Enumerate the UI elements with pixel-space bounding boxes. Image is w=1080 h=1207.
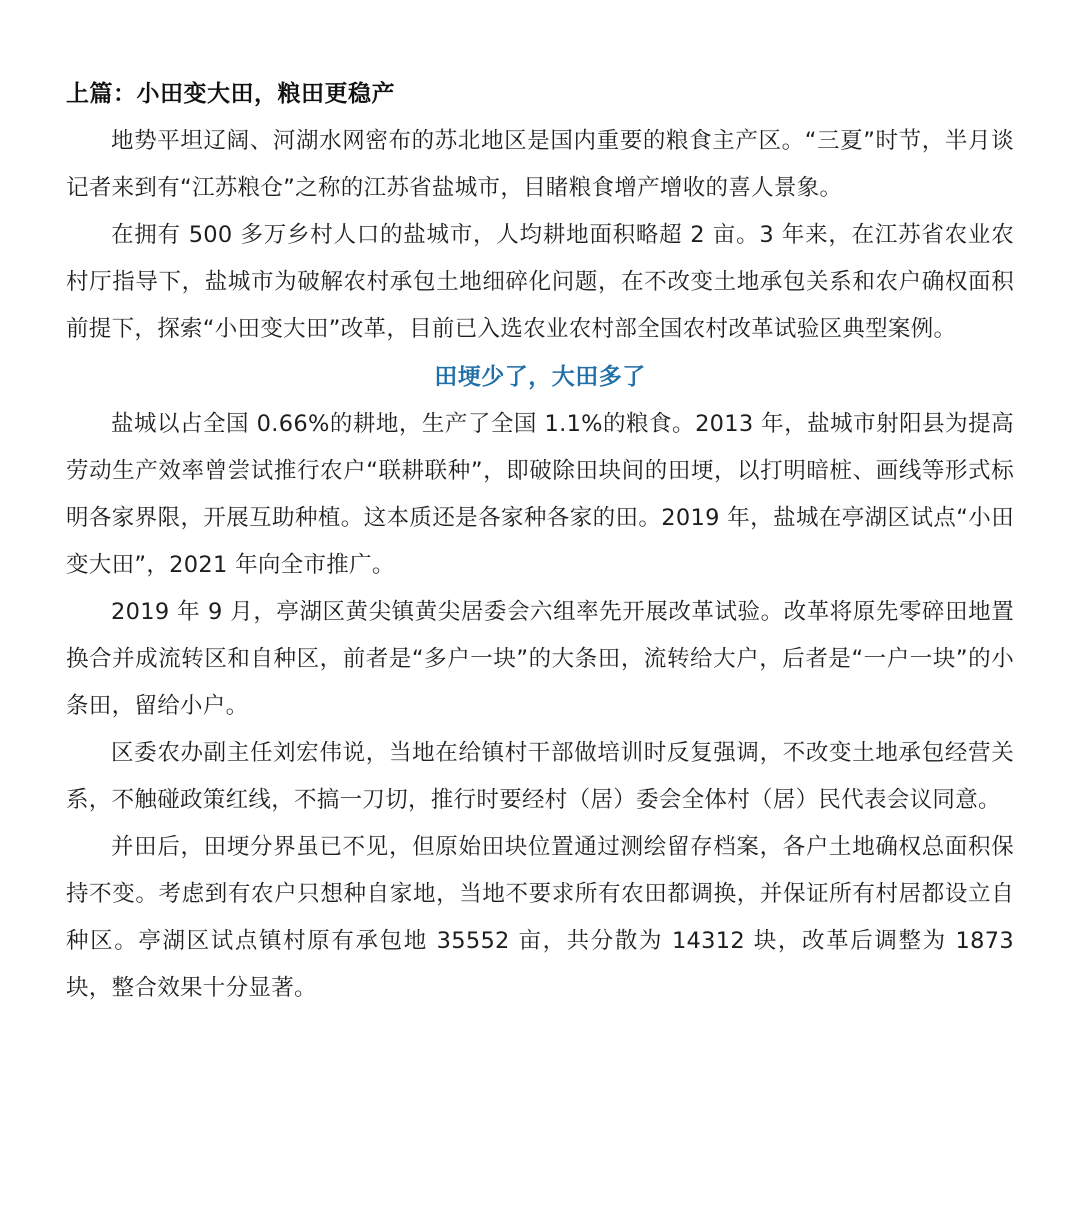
paragraph-section-1: 盐城以占全国 0.66%的耕地，生产了全国 1.1%的粮食。2013 年，盐城市射阳县为提高劳动生产效率曾尝试推行农户“联耕联种”，即破除田块间的田埂，以打明暗桩、画线等形式标明各家界限，开展互助种植。这本质还是各家种各家的田。2019 年，盐城在亭湖区试点“小田变大田”，2021 年向全市推广。 — [66, 411, 1014, 578]
section-heading: 田埂少了，大田多了 — [434, 364, 646, 390]
paragraph-section-3: 区委农办副主任刘宏伟说，当地在给镇村干部做培训时反复强调，不改变土地承包经营关系，不触碰政策红线，不搞一刀切，推行时要经村（居）委会全体村（居）民代表会议同意。 — [66, 740, 1014, 813]
part-heading: 上篇：小田变大田，粮田更稳产 — [66, 81, 395, 107]
paragraph-intro-1: 地势平坦辽阔、河湖水网密布的苏北地区是国内重要的粮食主产区。“三夏”时节，半月谈记者来到有“江苏粮仓”之称的江苏省盐城市，目睹粮食增产增收的喜人景象。 — [66, 128, 1014, 201]
paragraph-intro-2: 在拥有 500 多万乡村人口的盐城市，人均耕地面积略超 2 亩。3 年来，在江苏省农业农村厅指导下，盐城市为破解农村承包土地细碎化问题，在不改变土地承包关系和农户确权面积前提下，探索“小田变大田”改革，目前已入选农业农村部全国农村改革试验区典型案例。 — [66, 222, 1014, 342]
article — [66, 70, 1014, 1012]
paragraph-section-4: 并田后，田埂分界虽已不见，但原始田块位置通过测绘留存档案，各户土地确权总面积保持不变。考虑到有农户只想种自家地，当地不要求所有农田都调换，并保证所有村居都设立自种区。亭湖区试点镇村原有承包地 35552 亩，共分散为 14312 块，改革后调整为 1873 块，整合效果十分显著。 — [66, 834, 1014, 1001]
paragraph-section-2: 2019 年 9 月，亭湖区黄尖镇黄尖居委会六组率先开展改革试验。改革将原先零碎田地置换合并成流转区和自种区，前者是“多户一块”的大条田，流转给大户，后者是“一户一块”的小条田，留给小户。 — [66, 599, 1014, 719]
